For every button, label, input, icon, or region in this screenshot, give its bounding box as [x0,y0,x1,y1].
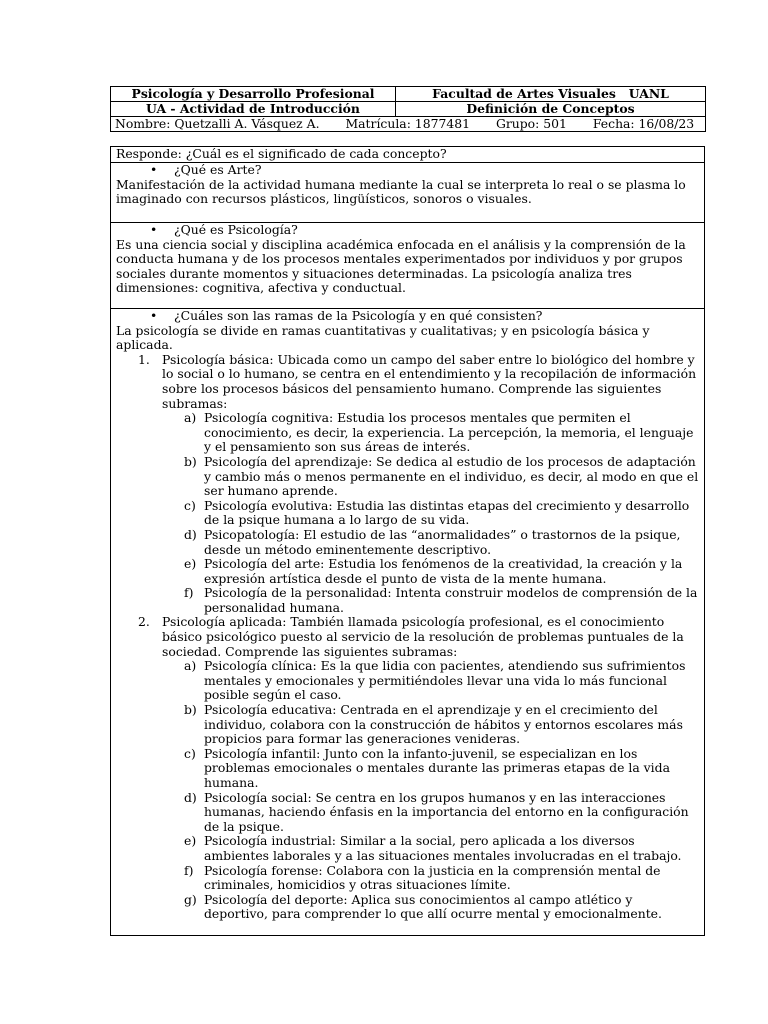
prompt-text: Responde: ¿Cuál es el significado de cada concepto? [116,146,447,161]
subbranch-letter: d) [184,526,197,542]
subbranch-letter: a) [184,658,197,674]
subbranch-letter: a) [184,410,197,426]
question-psicologia [111,223,704,309]
questions-table [110,146,705,936]
subbranch-item [162,747,699,791]
subbranch-text: Psicología social: Se centra en los grupos humanos y en las interacciones humanas, haciendo énfasis en la importancia del entorno en la configuración de la psique. [204,789,689,834]
subbranch-letter: e) [184,556,197,572]
subbranch-text: Psicología de la personalidad: Intenta construir modelos de comprensión de la personalidad humana. [204,585,698,615]
subbranch-letter: b) [184,453,197,469]
subbranch-item [162,864,699,893]
subbranch-item [162,528,699,557]
branch-item [116,615,699,921]
subbranch-text: Psicología clínica: Es la que lidia con pacientes, atendiendo sus sufrimientos mentales y emocionales y permitiéndoles llevar una vida lo más funcional posible según el caso. [204,658,686,703]
subbranch-list [162,411,699,615]
subbranch-letter: f) [184,862,194,878]
branch-number: 1. [138,351,150,367]
student-matricula: Matrícula: 1877481 [345,116,470,131]
subbranch-item [162,659,699,703]
branch-text: Psicología básica: Ubicada como un campo del saber entre lo biológico del hombre y lo social o lo humano, se centra en el entendimiento y la recopilación de información sobre los procesos básicos del pensamiento humano. Comprende las siguientes subramas: [162,351,697,411]
subbranch-letter: c) [184,497,196,513]
subbranch-item [162,791,699,835]
branch-item [116,353,699,616]
subbranch-text: Psicología del deporte: Aplica sus conocimientos al campo atlético y deportivo, para comprender lo que allí ocurre mental y emocionalmente. [204,891,662,922]
question-psicologia-title: • ¿Qué es Psicología? [116,223,699,238]
submission-date: Fecha: 16/08/23 [592,116,695,131]
header-table [110,86,706,132]
subbranch-item [162,586,699,615]
student-info-row [111,117,706,132]
subbranch-item [162,557,699,586]
question-ramas [111,309,704,922]
subbranch-item [162,703,699,747]
subbranch-item [162,455,699,499]
question-arte-title: • ¿Qué es Arte? [116,163,699,178]
course-title: Psicología y Desarrollo Profesional [111,87,396,102]
subbranch-text: Psicología del arte: Estudia los fenómenos de la creatividad, la creación y la expresión artística desde el punto de vista de la mente humana. [204,556,683,586]
question-ramas-title: • ¿Cuáles son las ramas de la Psicología y en qué consisten? [116,309,699,324]
subbranch-letter: g) [184,891,197,907]
student-group: Grupo: 501 [495,116,567,131]
subbranch-letter: c) [184,745,196,761]
subbranch-text: Psicología del aprendizaje: Se dedica al estudio de los procesos de adaptación y cambio más o menos permanente en el individuo, es decir, al modo en que el ser humano aprende. [204,453,699,499]
subbranch-text: Psicología industrial: Similar a la social, pero aplicada a los diversos ambientes laborales y a las situaciones mentales involucradas en el trabajo. [204,833,682,863]
branch-list [116,353,699,922]
branch-text: Psicología aplicada: También llamada psicología profesional, es el conocimiento básico psicológico puesto al servicio de la resolución de problemas puntuales de la sociedad. Comprende las siguientes subramas: [162,614,684,659]
question-ramas-intro: La psicología se divide en ramas cuantitativas y cualitativas; y en psicología básica y aplicada. [116,322,650,353]
question-arte-answer: Manifestación de la actividad humana mediante la cual se interpreta lo real o se plasma lo imaginado con recursos plásticos, lingüísticos, sonoros o visuales. [116,176,686,207]
subbranch-text: Psicología infantil: Junto con la infanto-juvenil, se especializan en los problemas emocionales o mentales durante las primeras etapas de la vida humana. [204,745,670,790]
faculty-title: Facultad de Artes Visuales UANL [396,87,706,102]
student-name: Nombre: Quetzalli A. Vásquez A. [115,116,320,131]
subbranch-item [162,893,699,922]
subbranch-letter: d) [184,789,197,805]
question-arte [111,163,704,223]
subbranch-text: Psicopatología: El estudio de las “anormalidades” o trastornos de la psique, desde un método eminentemente descriptivo. [204,526,681,557]
subbranch-item [162,834,699,863]
subbranch-text: Psicología forense: Colabora con la justicia en la comprensión mental de criminales, homicidios y otras situaciones límite. [204,862,661,893]
subbranch-item [162,499,699,528]
prompt-row [111,147,704,163]
subbranch-letter: f) [184,585,194,601]
branch-number: 2. [138,614,150,630]
subbranch-letter: b) [184,702,197,718]
activity-title: UA - Actividad de Introducción [111,102,396,117]
question-psicologia-answer: Es una ciencia social y disciplina académica enfocada en el análisis y la comprensión de la conducta humana y de los procesos mentales experimentados por individuos y por grupos sociales durante momentos y situaciones determinadas. La psicología analiza tres dimensiones: cognitiva, afectiva y conductual. [116,236,686,296]
topic-title: Definición de Conceptos [396,102,706,117]
subbranch-text: Psicología evolutiva: Estudia las distintas etapas del crecimiento y desarrollo de la psique humana a lo largo de su vida. [204,497,690,528]
subbranch-text: Psicología educativa: Centrada en el aprendizaje y en el crecimiento del individuo, colabora con la construcción de hábitos y entornos escolares más propicios para formar las generaciones venideras. [204,702,683,747]
subbranch-text: Psicología cognitiva: Estudia los procesos mentales que permiten el conocimiento, es decir, la experiencia. La percepción, la memoria, el lenguaje y el pensamiento son sus áreas de interés. [204,410,694,455]
subbranch-item [162,411,699,455]
subbranch-letter: e) [184,833,197,849]
subbranch-list [162,659,699,922]
